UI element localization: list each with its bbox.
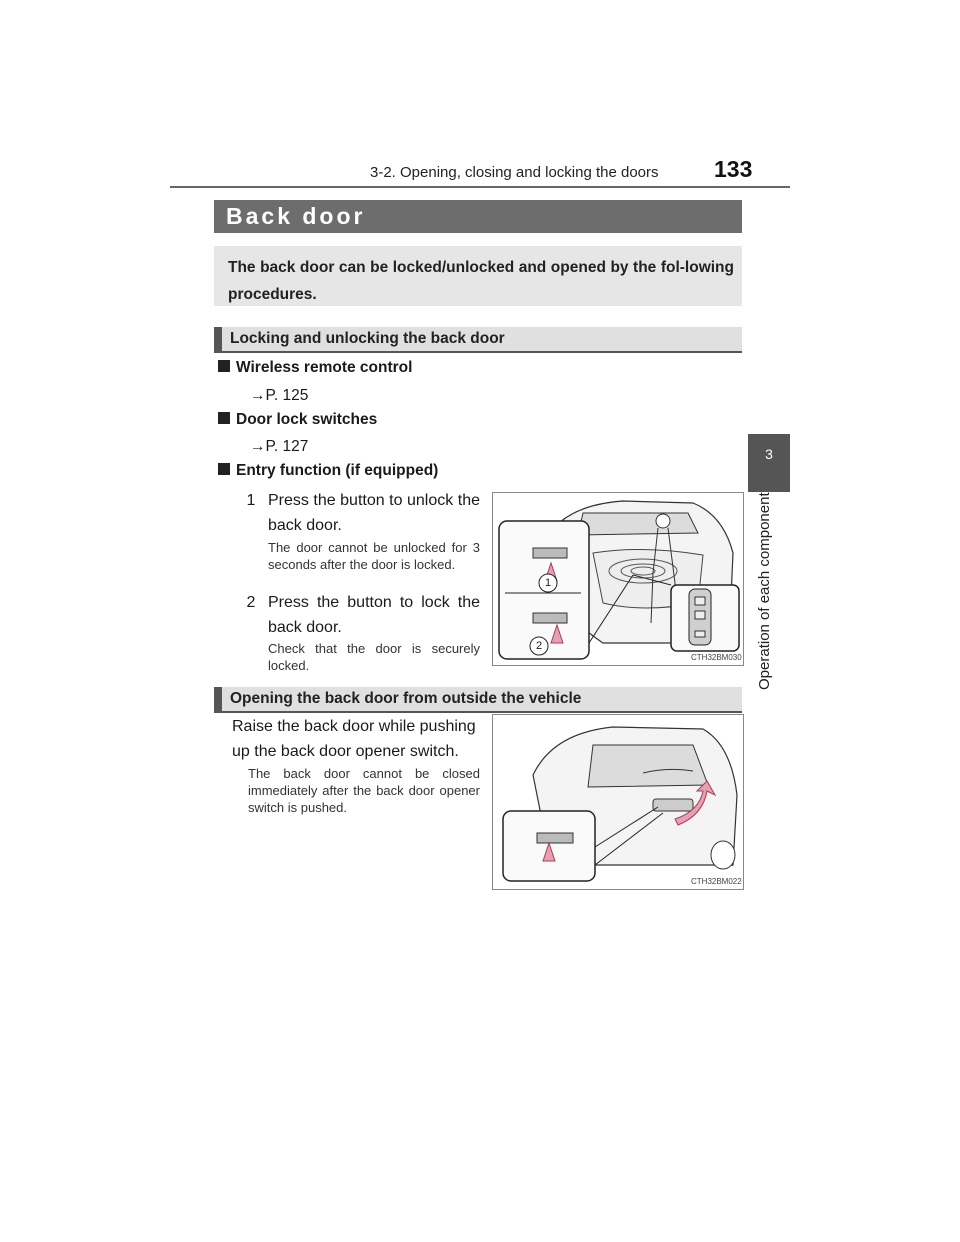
figure-entry-function (492, 492, 744, 666)
page-title: Back door (226, 203, 366, 229)
callout-2: 2 (535, 640, 543, 652)
step-text: Press the button to unlock the back door. (268, 492, 480, 534)
opening-instruction: Raise the back door while pushing up the back door opener switch. (232, 718, 476, 760)
step-note: Check that the door is securely locked. (268, 641, 480, 673)
chapter-number: 3 (765, 446, 773, 462)
opening-note: The back door cannot be closed immediately after the back door opener switch is pushed. (248, 766, 480, 815)
section-heading-marker (214, 327, 222, 351)
bullet-square-icon (218, 463, 230, 475)
item-label: Door lock switches (236, 411, 378, 428)
section-heading-locking: Locking and unlocking the back door (230, 330, 505, 347)
bullet-square-icon (218, 412, 230, 424)
page-number: 133 (714, 156, 753, 182)
section-heading-marker (214, 687, 222, 711)
header-divider (170, 186, 790, 188)
car-rear-opener-illustration (493, 715, 743, 889)
intro-text: The back door can be locked/unlocked and opened by the fol-lowing procedures. (228, 259, 734, 303)
step-text: Press the button to lock the back door. (268, 594, 480, 636)
page-reference-link[interactable]: →P. 125 (250, 387, 309, 404)
step-number: 2 (246, 594, 256, 611)
item-door-lock-switches (218, 411, 377, 429)
chapter-tab (748, 434, 790, 492)
section-breadcrumb: 3-2. Opening, closing and locking the doors (370, 164, 659, 181)
bullet-square-icon (218, 360, 230, 372)
page-reference-link[interactable]: →P. 127 (250, 438, 309, 455)
callout-1: 1 (544, 577, 552, 589)
car-rear-illustration (493, 493, 743, 665)
item-wireless-remote (218, 359, 412, 377)
figure-id: CTH32BM030 (691, 653, 742, 662)
item-label: Wireless remote control (236, 359, 413, 376)
item-label: Entry function (if equipped) (236, 462, 439, 479)
chapter-title: Operation of each component (756, 492, 773, 690)
section-heading-opening: Opening the back door from outside the vehicle (230, 690, 582, 707)
figure-back-door-opener (492, 714, 744, 890)
step-note: The door cannot be unlocked for 3 seconds after the door is locked. (268, 540, 480, 572)
item-entry-function (218, 462, 438, 480)
step-number: 1 (246, 492, 256, 509)
figure-id: CTH32BM022 (691, 877, 742, 886)
